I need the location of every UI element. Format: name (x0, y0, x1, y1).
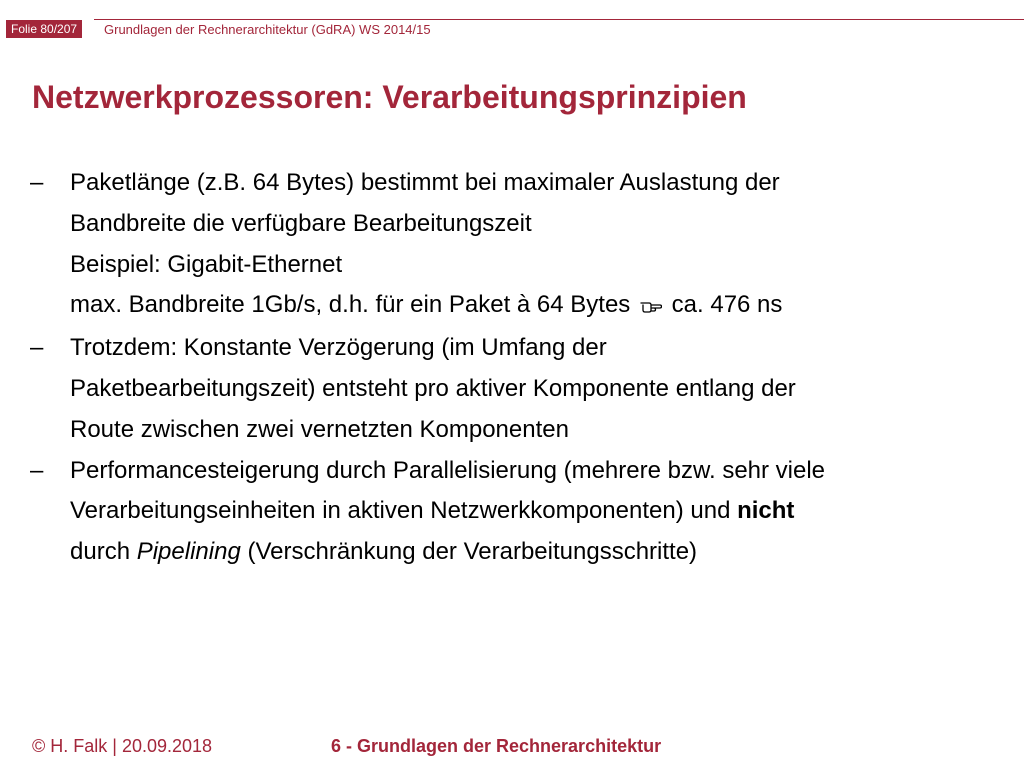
bullet-line-text: Verarbeitungseinheiten in aktiven Netzwerkkomponenten) und (70, 497, 731, 525)
slide-header (0, 0, 1024, 40)
slide-title: Netzwerkprozessoren: Verarbeitungsprinzipien (32, 79, 747, 115)
bullet-line (70, 532, 1010, 573)
emphasis-bold: nicht (737, 497, 795, 525)
bullet-item-constant-delay (30, 328, 1010, 450)
bullet-line-text: durch (70, 538, 131, 566)
bullet-line: Trotzdem: Konstante Verzögerung (im Umfang der (70, 334, 607, 362)
bullet-dash: – (30, 334, 44, 362)
emphasis-italic: Pipelining (136, 538, 241, 566)
footer-chapter: 6 - Grundlagen der Rechnerarchitektur (331, 736, 662, 756)
pointing-hand-icon (640, 287, 662, 328)
bullet-dash: – (30, 169, 44, 196)
bullet-line-text: ca. 476 ns (671, 291, 783, 319)
bullet-dash: – (30, 456, 44, 484)
bullet-line: Beispiel: Gigabit-Ethernet (70, 250, 343, 278)
bullet-line: Performancesteigerung durch Parallelisierung (mehrere bzw. sehr viele (70, 456, 826, 484)
header-rule (94, 19, 1024, 20)
bullet-item-parallelization (30, 451, 1010, 573)
slide-counter: Folie 80/207 (6, 20, 82, 38)
bullet-list (30, 163, 1010, 573)
bullet-line-text: (Verschränkung der Verarbeitungsschritte) (247, 538, 698, 566)
bullet-line: Bandbreite die verfügbare Bearbeitungszeit (70, 209, 532, 237)
bullet-item-packet-length (30, 163, 1010, 328)
course-title: Grundlagen der Rechnerarchitektur (GdRA) WS 2014/15 (104, 22, 431, 37)
bullet-line-text: max. Bandbreite 1Gb/s, d.h. für ein Paket à 64 Bytes (70, 291, 631, 319)
footer-author-date: © H. Falk | 20.09.2018 (32, 736, 213, 756)
bullet-line: Paketlänge (z.B. 64 Bytes) bestimmt bei maximaler Auslastung der (70, 169, 780, 196)
bullet-line: Route zwischen zwei vernetzten Komponenten (70, 415, 569, 443)
bullet-line-with-icon (70, 285, 1010, 328)
bullet-line (70, 491, 1010, 532)
bullet-line: Paketbearbeitungszeit) entsteht pro aktiver Komponente entlang der (70, 374, 796, 402)
